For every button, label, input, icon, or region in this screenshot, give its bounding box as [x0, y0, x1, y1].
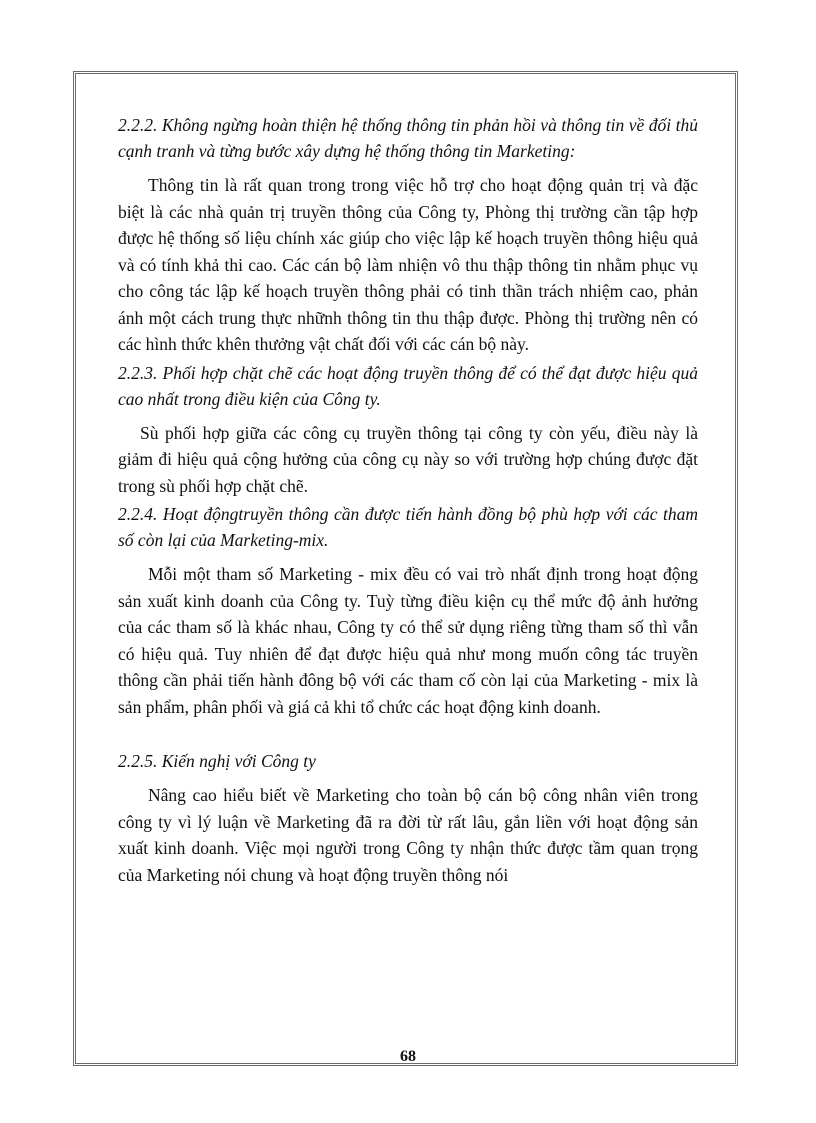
section-paragraph-2-2-2: Thông tin là rất quan trong trong việc hỗ trợ cho hoạt động quản trị và đặc biệt là các nhà quản trị truyền thông của Công ty, Phòng thị trường cần tập hợp được hệ thống số liệu chính xác giúp cho việc lập kế hoạch truyền thông hiệu quả và có tính khả thi cao. Các cán bộ làm nhiện vô thu thập thông tin nhằm phục vụ cho công tác lập kế hoạch truyền thông phải có tinh thần trách nhiệm cao, phản ánh một cách trung thực nhữnh thông tin thu thập được. Phòng thị trường nên có các hình thức khên thưởng vật chất đối với các cán bộ này. [118, 175, 698, 354]
section-paragraph-2-2-4: Mỗi một tham số Marketing - mix đều có vai trò nhất định trong hoạt động sản xuất kinh doanh của Công ty. Tuỳ từng điều kiện cụ thể mức độ ảnh hưởng của các tham số là khác nhau, Công ty có thể sử dụng riêng từng tham số thì vẫn có hiệu quả. Tuy nhiên để đạt được hiệu quả như mong muốn công tác truyền thông cần phải tiến hành đông bộ với các tham cố còn lại của Marketing - mix là sản phẩm, phân phối và giá cả khi tổ chức các hoạt động kinh doanh. [118, 564, 698, 717]
section-heading-2-2-2: 2.2.2. Không ngừng hoàn thiện hệ thống thông tin phản hồi và thông tin về đối thủ cạnh tranh và từng bước xây dựng hệ thống thông tin Marketing: [118, 115, 698, 161]
section-paragraph-2-2-5: Nâng cao hiểu biết về Marketing cho toàn bộ cán bộ công nhân viên trong công ty vì lý luận về Marketing đã ra đời từ rất lâu, gắn liền với hoạt động sản xuất kinh doanh. Việc mọi người trong Công ty nhận thức được tầm quan trọng của Marketing nói chung và hoạt động truyền thông nói [118, 785, 698, 885]
section-paragraph-2-2-3: Sù phối hợp giữa các công cụ truyền thông tại công ty còn yếu, điều này là giảm đi hiệu quả cộng hưởng của công cụ này so với trường hợp chúng được đặt trong sù phối hợp chặt chẽ. [118, 422, 698, 496]
section-heading-2-2-4: 2.2.4. Hoạt độngtruyền thông cần được tiến hành đồng bộ phù hợp với các tham số còn lại của Marketing-mix. [118, 504, 698, 550]
page-number: 68 [400, 1048, 416, 1065]
page-content [118, 112, 698, 888]
section-heading-2-2-3: 2.2.3. Phối hợp chặt chẽ các hoạt động truyền thông để có thể đạt được hiệu quả cao nhất trong điều kiện của Công ty. [118, 362, 698, 409]
section-heading-2-2-5: 2.2.5. Kiến nghị với Công ty [118, 751, 316, 771]
